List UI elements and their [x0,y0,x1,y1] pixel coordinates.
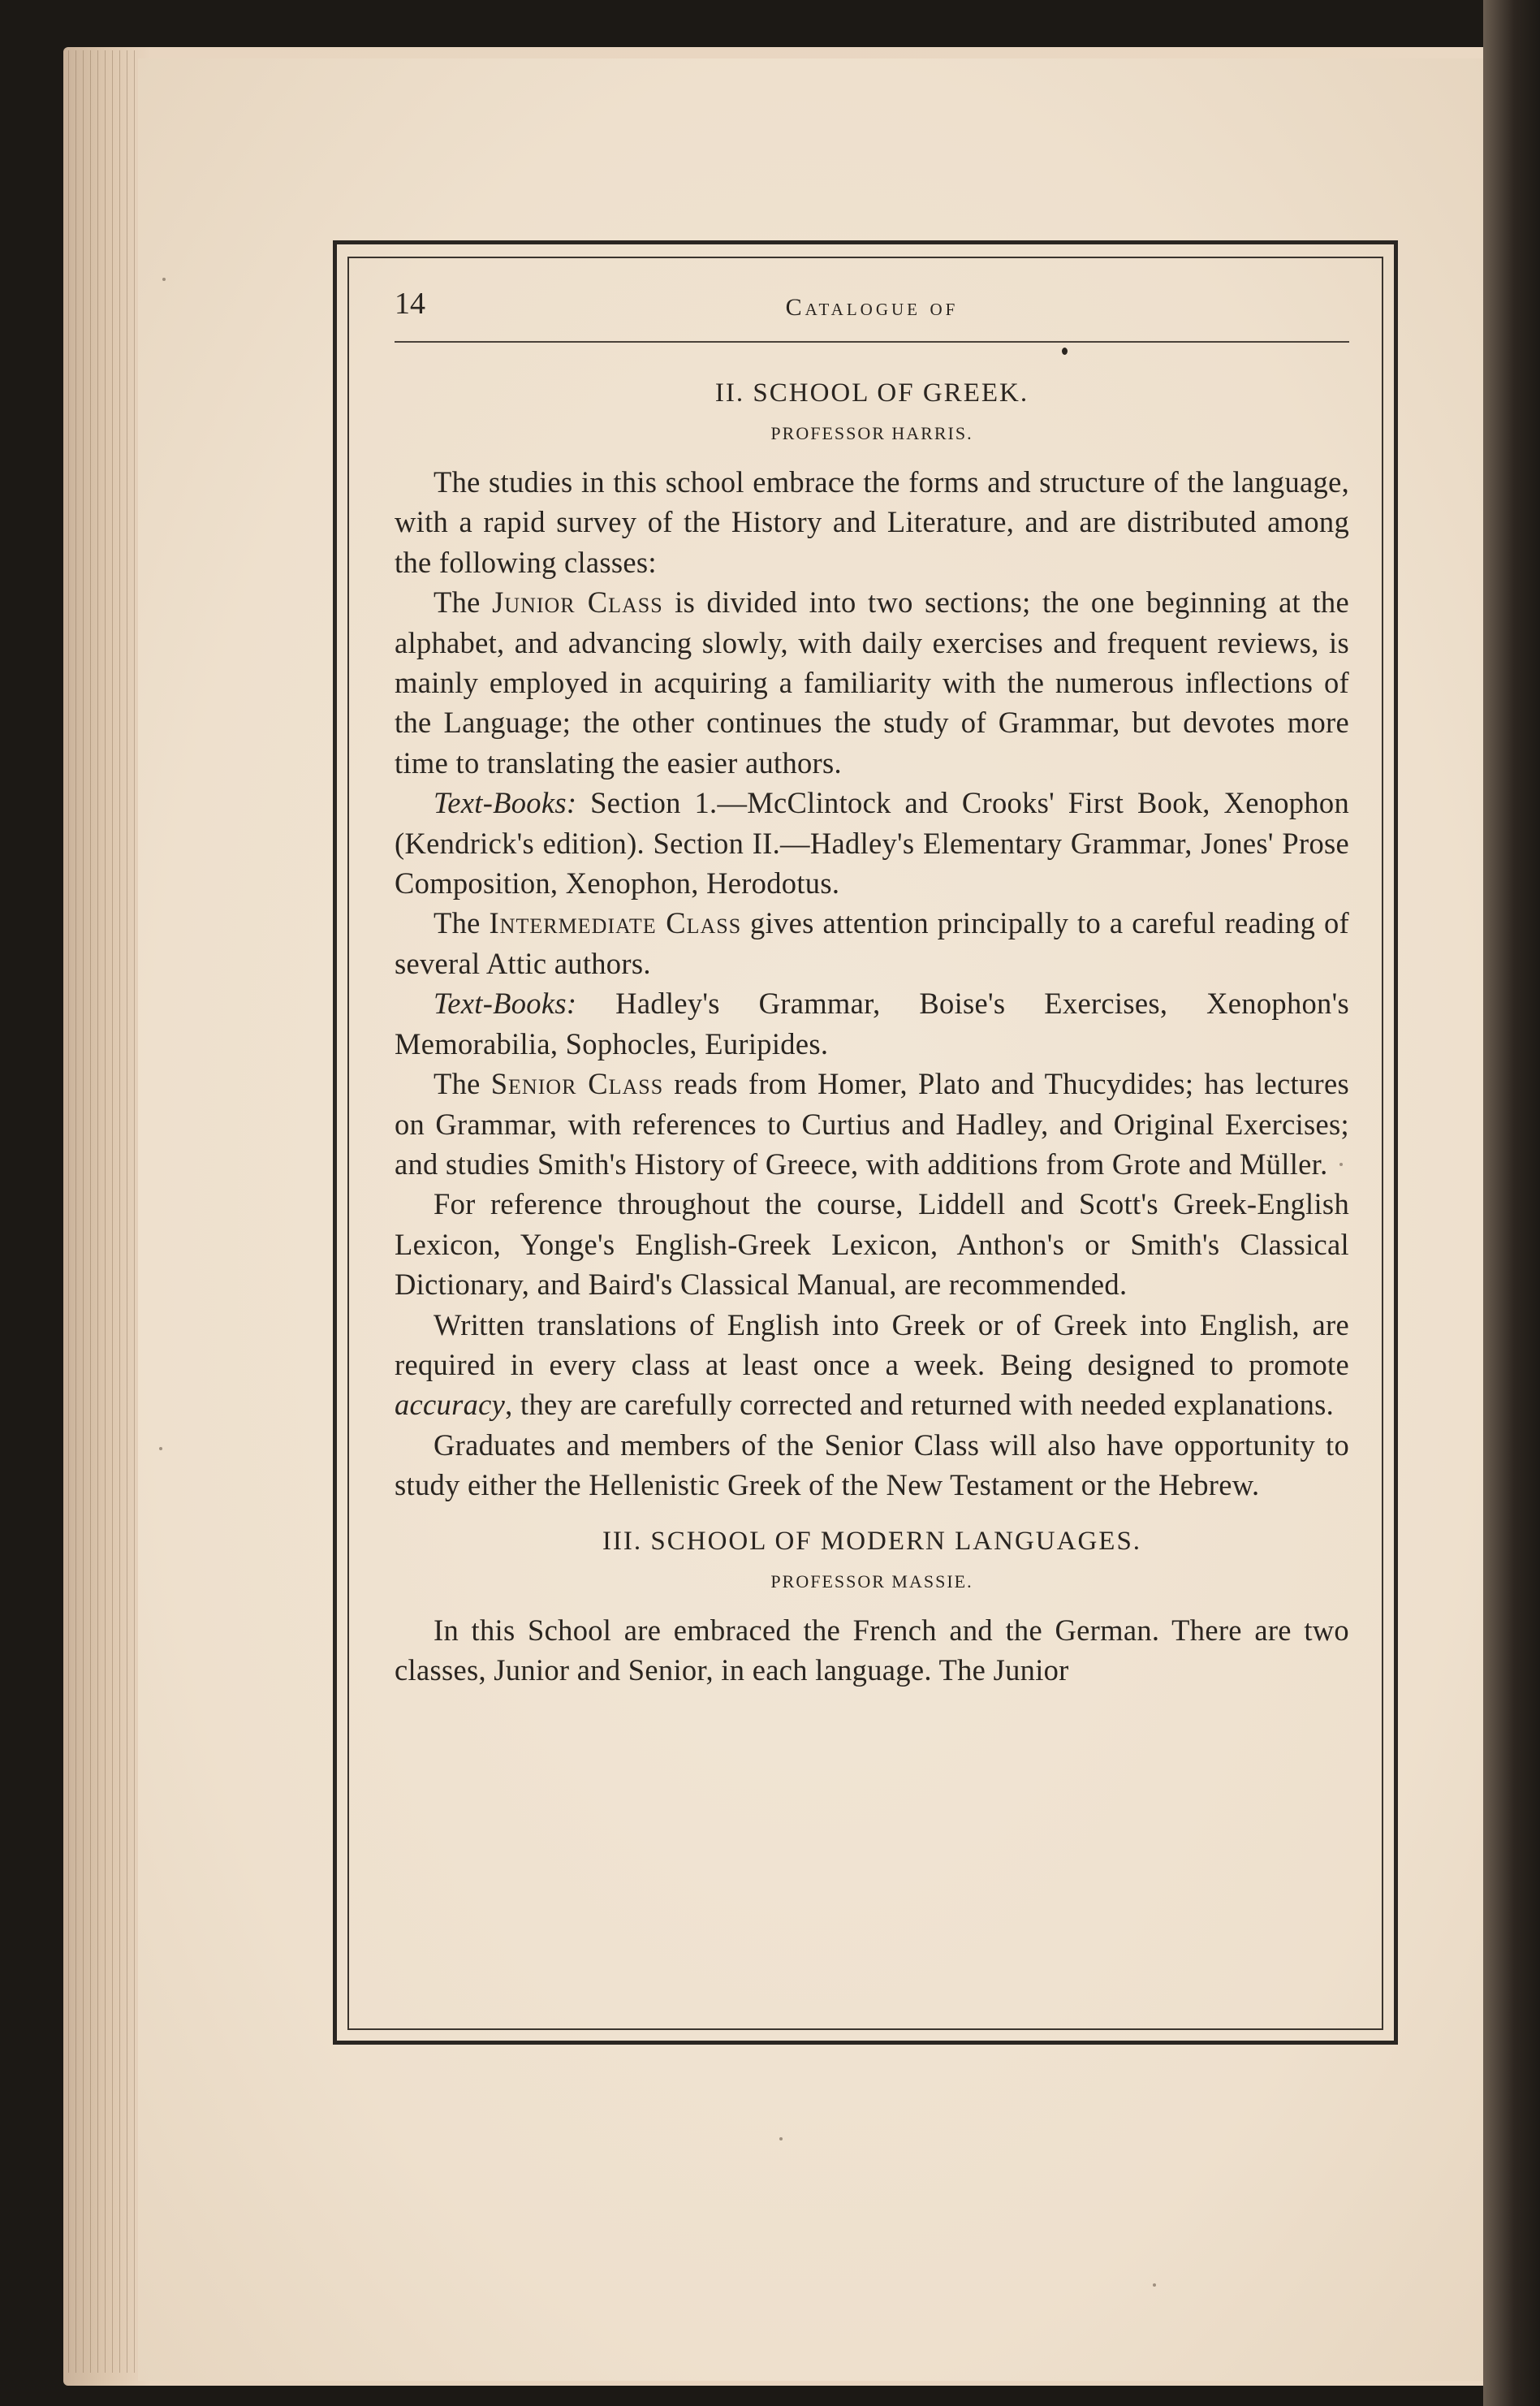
paragraph [395,983,1349,1064]
class-name: Junior Class [492,585,663,620]
text: Written translations of English into Greek or of Greek into English, are required in every class at least once a week. Being designed to promote [395,1307,1349,1381]
section-title-modern-languages: III. SCHOOL OF MODERN LANGUAGES. [602,1526,1142,1556]
text: The [434,585,493,620]
text: Section 1.—McClintock and Crooks' First Book, Xenophon (Kendrick's edition). Section II.—Hadley's Elementary Grammar, Jones' Prose Composition, Xenophon, Herodotus. [395,786,1349,901]
modern-body [395,1610,1349,1691]
class-name: Intermediate Class [489,906,742,940]
professor-modern-languages: PROFESSOR MASSIE. [770,1570,973,1592]
textbooks-label: Text-Books: [434,987,577,1021]
professor-greek: PROFESSOR HARRIS. [770,423,973,443]
emphasis: accuracy [395,1388,506,1422]
text: The [434,906,490,940]
paragraph: In this School are embraced the French and the German. There are two classes, Junior and Senior, in each language. The Junior [395,1613,1349,1687]
paragraph [395,1064,1349,1184]
paragraph [395,903,1349,983]
running-header [395,286,1349,341]
class-name: Senior Class [490,1067,664,1101]
page-number: 14 [395,287,425,321]
text: is divided into two sections; the one beginning at the alphabet, and advancing slowly, with daily exercises and frequent reviews, is mainly employed in acquiring a familiarity with the numerous inflections of the Language; the other continues the study of Grammar, but devotes more time to translating the easier authors. [395,585,1349,780]
paragraph [395,783,1349,903]
section-title-greek: II. SCHOOL OF GREEK. [714,378,1029,408]
paragraph: Graduates and members of the Senior Class will also have opportunity to study either the Hellenistic Greek of the New Testament or the Hebrew. [395,1428,1349,1502]
rule-ornament [1062,348,1068,355]
page-leaf-edges [68,50,141,2373]
text: , they are carefully corrected and returned with needed explanations. [505,1388,1335,1422]
text: The [434,1067,491,1101]
textbooks-label: Text-Books: [434,786,577,820]
header-rule [395,341,1349,343]
paragraph [395,582,1349,783]
paragraph [395,1305,1349,1425]
greek-body [395,462,1349,1505]
text: Hadley's Grammar, Boise's Exercises, Xenophon's Memorabilia, Sophocles, Euripides. [395,987,1349,1060]
running-title: Catalogue of [785,294,959,321]
text: reads from Homer, Plato and Thucydides; has lectures on Grammar, with references to Curtius and Hadley, and Original Exercises; and studies Smith's History of Greece, with additions from Grote and Müller. [395,1067,1349,1181]
binding-shadow [1483,0,1540,2406]
page-content [395,286,1349,1690]
paragraph: For reference throughout the course, Liddell and Scott's Greek-English Lexicon, Yonge's English-Greek Lexicon, Anthon's or Smith's Classical Dictionary, and Baird's Classical Manual, are recommended. [395,1187,1349,1302]
text: gives attention principally to a careful reading of several Attic authors. [395,906,1349,980]
paragraph: The studies in this school embrace the forms and structure of the language, with a rapid survey of the History and Literature, and are distributed among the following classes: [395,465,1349,579]
